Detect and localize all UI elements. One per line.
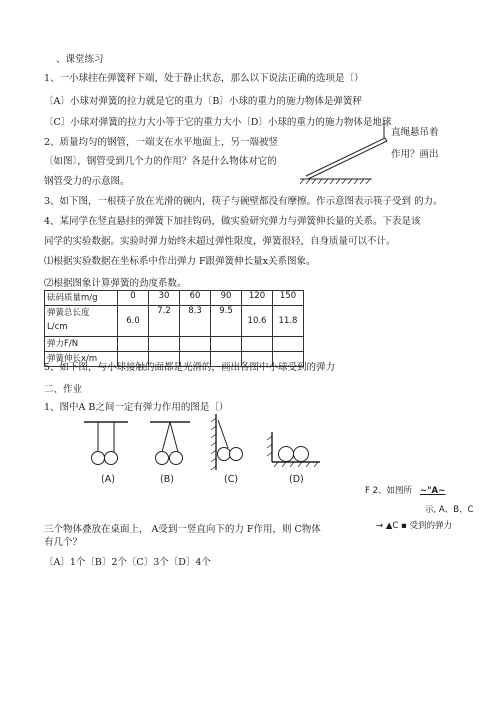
table-header-force: 弹力F/N	[45, 337, 118, 352]
figure-label-d: (D)	[289, 474, 304, 485]
table-header-extension: 弹簧伸长x/m	[45, 352, 118, 367]
question-1-option-c-d: 〔C〕小球对弹簧的拉力大小等于它的重力大小〔D〕小球的重力的施力物体是地球	[44, 117, 392, 128]
question-4-sub-1: ⑴根据实验数据在坐标系中作出弹力 F跟弹簧伸长量x关系图象。	[44, 256, 316, 267]
homework-question-1: 1、图中A B之间一定有弹力作用的图是〔）	[44, 402, 229, 413]
table-cell: 10.6	[242, 306, 273, 337]
question-2-line-2: 〔如图〕，钢管受到几个力的作用？各是什么物体对它的	[44, 156, 277, 167]
section-title-practice: 、课堂练习	[56, 54, 104, 65]
table-cell: 8.3	[180, 306, 211, 337]
homework-q2-fragment-1: F 2、如图所	[365, 486, 412, 496]
question-2-line-1: 2、质量均匀的钢管，一端支在水平地面上，另一端被竖	[44, 137, 279, 148]
figure-b-converging-strings	[148, 418, 198, 473]
table-cell-empty	[273, 337, 304, 352]
table-cell-empty	[118, 337, 149, 352]
table-cell: 150	[273, 291, 304, 306]
table-cell-empty	[180, 337, 211, 352]
table-cell: 30	[149, 291, 180, 306]
question-3: 3、如下图，一根筷子放在光滑的碗内，筷子与碗壁都没有摩擦。作示意图表示筷子受到 的力。	[44, 196, 443, 207]
question-2-line-3: 钢管受力的示意图。	[44, 176, 130, 187]
figure-c-ball-against-wall	[210, 412, 250, 472]
homework-q2-fragment-2: ~"A~	[420, 486, 446, 496]
table-cell-empty	[242, 337, 273, 352]
figure-label-b: (B)	[160, 474, 174, 485]
question-4-line-1: 4、某同学在竖直悬挂的弹簧下加挂钩码，做实验研究弹力与弹簧伸长量的关系。下表是该	[44, 216, 421, 227]
steel-pipe-figure	[300, 120, 390, 185]
table-row	[45, 291, 304, 306]
table-cell: 60	[180, 291, 211, 306]
figure-label-c: (C)	[224, 474, 239, 485]
question-4-sub-2: ⑵根据图象计算弹簧的劲度系数。	[44, 278, 187, 289]
table-header-mass: 砝码质量m/g	[45, 291, 118, 306]
table-header-length-a: 弹簧总长度	[47, 308, 90, 318]
homework-q2-options: 〔A〕1个〔B〕2个〔C〕3个〔D〕4个	[44, 557, 211, 568]
table-header-length	[45, 306, 118, 337]
question-2-side-text-1: 直绳悬吊着	[391, 127, 439, 138]
table-cell: 0	[118, 291, 149, 306]
table-cell: 9.5	[211, 306, 242, 337]
question-1-option-a-b: 〔A〕小球对弹簧的拉力就是它的重力〔B〕小球的重力的施力物体是弹簧秤	[44, 96, 362, 107]
question-1-stem: 1、一小球挂在弹簧秤下端，处于静止状态，那么以下说法正确的选项是〔）	[44, 73, 364, 84]
homework-q2-fragment-4: → ▲C ▪ 受到的弹力	[376, 521, 452, 531]
table-header-length-b: L/cm	[47, 322, 68, 332]
table-cell: 120	[242, 291, 273, 306]
homework-q2-line-1: 三个物体叠放在桌面上， A受到一竖直向下的力 F作用，则 C物体	[44, 524, 321, 535]
homework-q2-fragment-3: 示, A、B、C	[425, 505, 474, 515]
question-2-side-text-2: 作用？画出	[391, 149, 439, 160]
spring-data-table	[44, 290, 304, 367]
figure-a-two-hanging-balls	[84, 418, 134, 473]
table-row	[45, 306, 304, 337]
table-cell: 7.2	[149, 306, 180, 337]
table-cell: 6.0	[118, 306, 149, 337]
question-4-line-2: 同学的实验数据。实验时弹力始终未超过弹性限度，弹簧很轻，自身质量可以不计。	[44, 236, 396, 247]
figure-label-a: (A)	[101, 474, 115, 485]
homework-q2-line-2: 有几个？	[44, 537, 83, 548]
section-title-homework: 二、作业	[44, 384, 83, 395]
table-cell-empty	[211, 337, 242, 352]
table-cell: 90	[211, 291, 242, 306]
table-cell-empty	[149, 337, 180, 352]
question-5: 5、如下图，与小球接触的面都是光滑的，画出各图中小球受到的弹力	[44, 362, 336, 373]
table-cell: 11.8	[273, 306, 304, 337]
table-row	[45, 337, 304, 352]
figure-d-balls-in-corner	[264, 430, 324, 470]
